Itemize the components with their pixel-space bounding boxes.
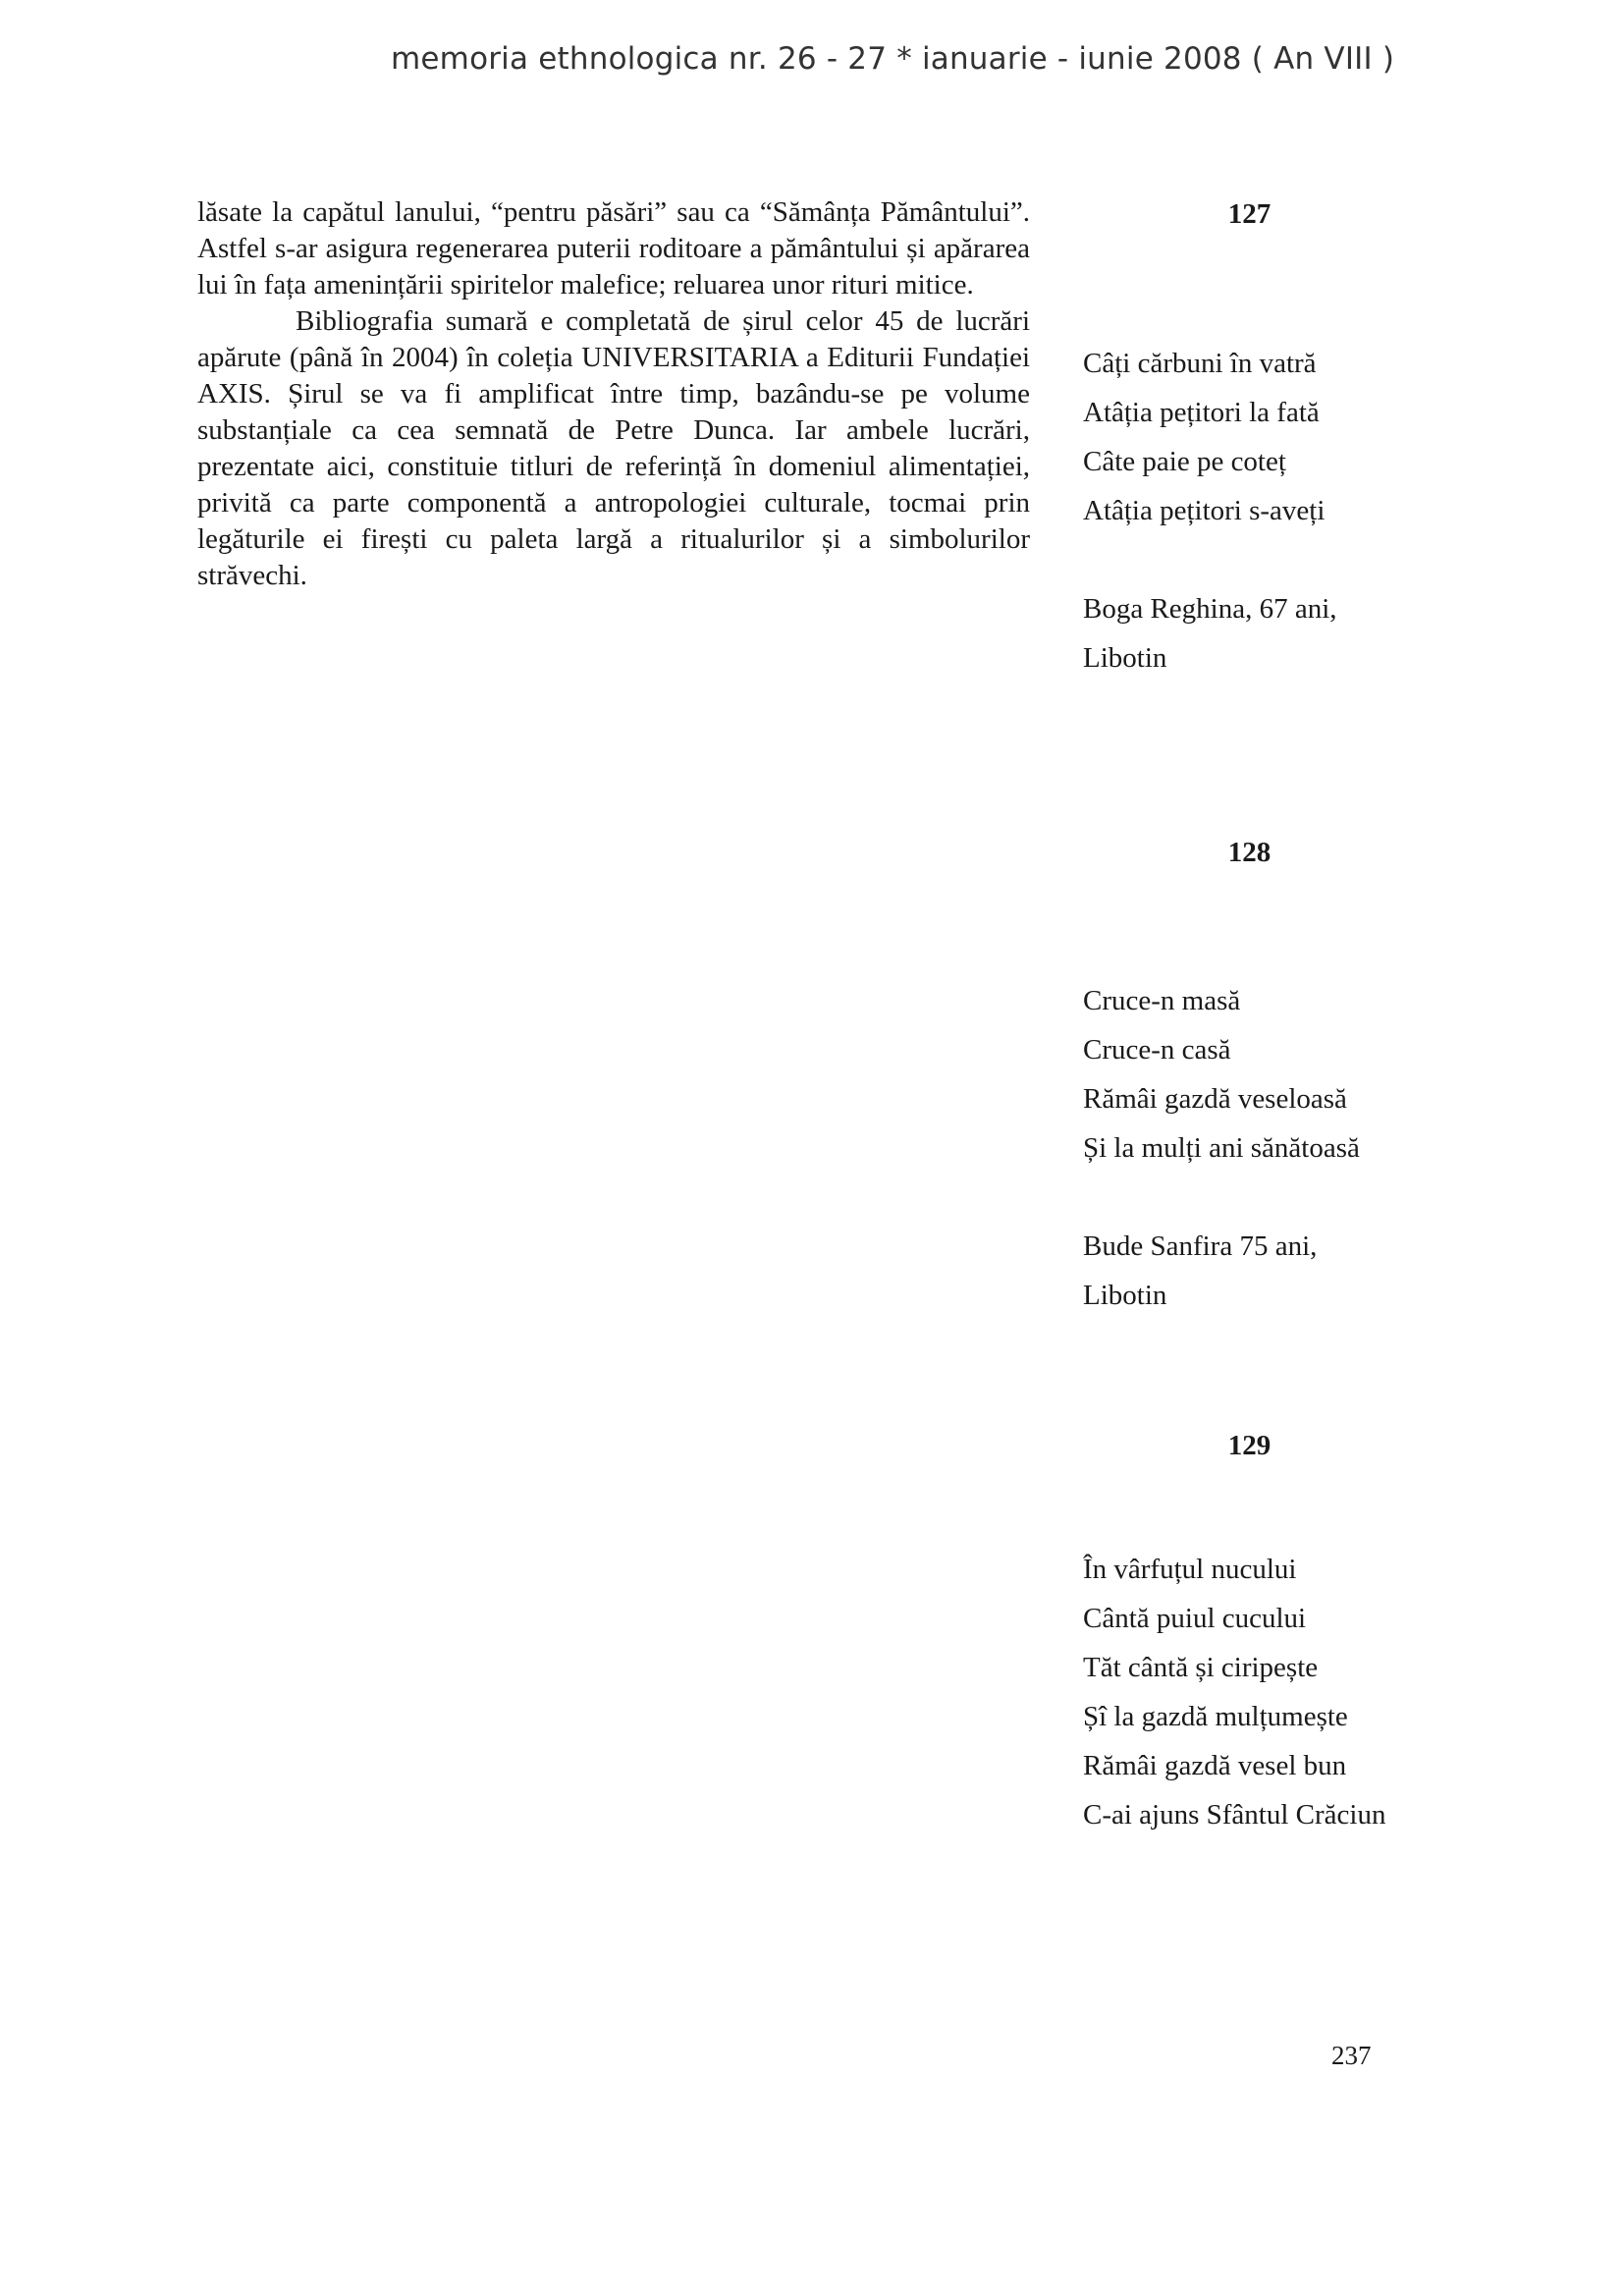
- poem-line: Șî la gazdă mulțumește: [1083, 1701, 1348, 1732]
- poem-line: Tăt cântă și ciripește: [1083, 1652, 1319, 1683]
- poem-line: Și la mulți ani sănătoasă: [1083, 1132, 1360, 1164]
- poem-line: Câte paie pe coteț: [1083, 446, 1286, 477]
- informant-name: Boga Reghina, 67 ani,: [1083, 593, 1337, 625]
- running-header: memoria ethnologica nr. 26 - 27 * ianuarie - iunie 2008 ( An VIII ): [391, 41, 1395, 77]
- poem-line: Atâția pețitori la fată: [1083, 397, 1320, 428]
- poem-line: Rămâi gazdă veseloasă: [1083, 1083, 1347, 1115]
- poem-line: Cruce-n casă: [1083, 1034, 1231, 1066]
- informant-place: Libotin: [1083, 1280, 1167, 1311]
- informant-name: Bude Sanfira 75 ani,: [1083, 1230, 1318, 1262]
- paragraph: lăsate la capătul lanului, “pentru păsări” sau ca “Sămânța Pământului”. Astfel s-ar asigura regenerarea puterii roditoare a pământului și apărarea lui în fața amenințării spiritelor malefice; reluarea unor rituri mitice.: [197, 196, 1030, 301]
- poem-line: Câți cărbuni în vatră: [1083, 348, 1317, 379]
- body-text-column: [197, 194, 1030, 594]
- poem-line: În vârfuțul nucului: [1083, 1554, 1297, 1585]
- poem-line: Atâția pețitori s-aveți: [1083, 495, 1325, 526]
- informant-place: Libotin: [1083, 642, 1167, 674]
- poem-number: 128: [1227, 837, 1271, 868]
- poem-line: Cruce-n masă: [1083, 985, 1241, 1016]
- poem-line: Cântă puiul cucului: [1083, 1603, 1307, 1634]
- poem-line: C-ai ajuns Sfântul Crăciun: [1083, 1799, 1386, 1831]
- page-number: 237: [1331, 2041, 1372, 2070]
- poem-number: 129: [1227, 1430, 1271, 1461]
- poem-line: Rămâi gazdă vesel bun: [1083, 1750, 1347, 1781]
- poem-number: 127: [1227, 198, 1271, 230]
- paragraph: Bibliografia sumară e completată de șirul celor 45 de lucrări apărute (până în 2004) în coleția UNIVERSITARIA a Editurii Fundației AXIS. Șirul se va fi amplificat între timp, bazându-se pe volume substanțiale ca cea semnată de Petre Dunca. Iar ambele lucrări, prezentate aici, constituie titluri de referință în domeniul alimentației, privită ca parte componentă a antropologiei culturale, tocmai prin legăturile ei firești cu paleta largă a ritualurilor și a simbolurilor străvechi.: [197, 305, 1030, 591]
